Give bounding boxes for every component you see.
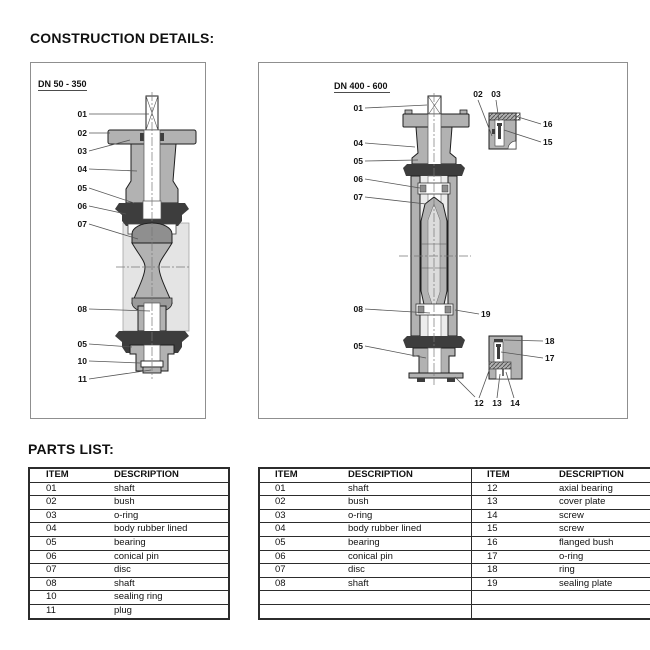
- screw: [497, 347, 500, 359]
- table-cell: 04: [259, 523, 337, 537]
- table-row: [259, 604, 650, 618]
- part-label: 04: [77, 164, 87, 174]
- part-label: 03: [491, 89, 501, 99]
- column-header: ITEM: [46, 469, 69, 480]
- table-cell: bearing: [108, 536, 229, 550]
- diagram-caption: DN 400 - 600: [334, 81, 388, 91]
- part-label: 05: [353, 341, 363, 351]
- table-cell: 10: [29, 591, 108, 605]
- axial-bearing: [489, 362, 511, 369]
- table-cell: conical pin: [108, 550, 229, 564]
- table-cell: 01: [29, 482, 108, 496]
- column-header: DESCRIPTION: [348, 469, 413, 480]
- table-cell: flanged bush: [542, 536, 650, 550]
- table-cell: o-ring: [337, 509, 472, 523]
- parts-list-title: PARTS LIST:: [28, 441, 114, 457]
- part-label: 05: [353, 156, 363, 166]
- part-label: 06: [353, 174, 363, 184]
- table-cell: 03: [29, 509, 108, 523]
- valve-drawing-dn50-350: [31, 63, 205, 418]
- upper-shaft: [428, 96, 441, 115]
- part-label: 05: [77, 183, 87, 193]
- table-row: [259, 482, 650, 496]
- diagram-dn50-350: [30, 62, 206, 419]
- shaft-bore: [428, 114, 441, 169]
- table-cell: 04: [29, 523, 108, 537]
- table-cell: axial bearing: [542, 482, 650, 496]
- part-label: 13: [492, 398, 502, 408]
- part-label: 02: [77, 128, 87, 138]
- table-cell: [337, 591, 472, 605]
- table-cell: 05: [259, 536, 337, 550]
- table-cell: cover plate: [542, 496, 650, 510]
- table-cell: bush: [108, 496, 229, 510]
- parts-table-left: [28, 467, 230, 620]
- table-cell: o-ring: [108, 509, 229, 523]
- table-row: [29, 496, 229, 510]
- table-header-row: [259, 468, 650, 482]
- table-row: [259, 550, 650, 564]
- column-header: ITEM: [472, 468, 543, 482]
- table-cell: sealing plate: [542, 577, 650, 591]
- part-label: 08: [353, 304, 363, 314]
- foot: [447, 378, 455, 382]
- table-row: [29, 523, 229, 537]
- table-row: [259, 536, 650, 550]
- table-cell: [542, 604, 650, 618]
- table-cell: shaft: [337, 577, 472, 591]
- table-cell: 19: [472, 577, 543, 591]
- part-label: 03: [77, 146, 87, 156]
- table-cell: 07: [29, 564, 108, 578]
- table-cell: 02: [259, 496, 337, 510]
- ring: [494, 339, 503, 342]
- table-cell: 11: [29, 604, 108, 618]
- table-row: [29, 604, 229, 618]
- table-row: [29, 591, 229, 605]
- table-cell: 13: [472, 496, 543, 510]
- table-row: [259, 591, 650, 605]
- table-cell: shaft: [108, 482, 229, 496]
- table-cell: 02: [29, 496, 108, 510]
- parts-table-right: [258, 467, 650, 620]
- table-cell: body rubber lined: [108, 523, 229, 537]
- table-cell: [259, 604, 337, 618]
- table-row: [29, 550, 229, 564]
- foot: [417, 378, 425, 382]
- table-cell: [542, 591, 650, 605]
- table-cell: sealing ring: [108, 591, 229, 605]
- part-labels: [78, 109, 88, 384]
- screw: [498, 126, 501, 139]
- table-row: [259, 509, 650, 523]
- table-cell: 12: [472, 482, 543, 496]
- table-row: [29, 509, 229, 523]
- table-cell: screw: [542, 509, 650, 523]
- table-cell: 06: [29, 550, 108, 564]
- table-cell: disc: [108, 564, 229, 578]
- table-cell: 08: [259, 577, 337, 591]
- table-cell: 07: [259, 564, 337, 578]
- part-label: 06: [77, 201, 87, 211]
- valve-drawing-dn400-600: [259, 63, 627, 418]
- o-ring: [492, 129, 495, 134]
- column-header: DESCRIPTION: [559, 469, 624, 480]
- diagram-dn400-600: [258, 62, 628, 419]
- table-cell: [472, 604, 543, 618]
- table-cell: 14: [472, 509, 543, 523]
- sealing-plate: [416, 304, 453, 315]
- table-cell: [337, 604, 472, 618]
- table-row: [259, 577, 650, 591]
- table-header-row: [29, 468, 229, 482]
- part-label: 18: [545, 336, 555, 346]
- part-label: 17: [545, 353, 555, 363]
- table-cell: ring: [542, 564, 650, 578]
- table-cell: bush: [337, 496, 472, 510]
- page-title: CONSTRUCTION DETAILS:: [30, 30, 215, 46]
- table-cell: o-ring: [542, 550, 650, 564]
- table-cell: plug: [108, 604, 229, 618]
- table-cell: 17: [472, 550, 543, 564]
- table-cell: shaft: [337, 482, 472, 496]
- table-cell: 16: [472, 536, 543, 550]
- part-label: 07: [353, 192, 363, 202]
- table-cell: 01: [259, 482, 337, 496]
- part-label: 01: [353, 103, 363, 113]
- table-cell: disc: [337, 564, 472, 578]
- table-row: [259, 496, 650, 510]
- table-row: [259, 564, 650, 578]
- part-label: 02: [473, 89, 483, 99]
- table-cell: 08: [29, 577, 108, 591]
- table-cell: [472, 591, 543, 605]
- part-label: 01: [77, 109, 87, 119]
- table-cell: shaft: [108, 577, 229, 591]
- table-row: [29, 577, 229, 591]
- table-cell: 15: [472, 523, 543, 537]
- part-label: 10: [77, 356, 87, 366]
- part-label: 15: [543, 137, 553, 147]
- part-label: 12: [474, 398, 484, 408]
- table-cell: 18: [472, 564, 543, 578]
- table-cell: conical pin: [337, 550, 472, 564]
- table-cell: body rubber lined: [337, 523, 472, 537]
- table-row: [259, 523, 650, 537]
- table-cell: [259, 591, 337, 605]
- part-label: 05: [77, 339, 87, 349]
- table-cell: 05: [29, 536, 108, 550]
- column-header: DESCRIPTION: [114, 469, 179, 480]
- table-cell: 03: [259, 509, 337, 523]
- part-label: 14: [510, 398, 520, 408]
- part-label: 07: [77, 219, 87, 229]
- table-cell: bearing: [337, 536, 472, 550]
- table-cell: 06: [259, 550, 337, 564]
- part-label: 08: [77, 304, 87, 314]
- lower-seal-detail: [489, 336, 522, 379]
- part-label: 04: [353, 138, 363, 148]
- part-label: 19: [481, 309, 491, 319]
- table-row: [29, 536, 229, 550]
- part-label: 16: [543, 119, 553, 129]
- table-row: [29, 482, 229, 496]
- table-row: [29, 564, 229, 578]
- upper-seal-detail: [489, 113, 520, 149]
- diagram-caption: DN 50 - 350: [38, 79, 87, 89]
- column-header: ITEM: [275, 469, 298, 480]
- part-label: 11: [78, 374, 87, 384]
- table-cell: screw: [542, 523, 650, 537]
